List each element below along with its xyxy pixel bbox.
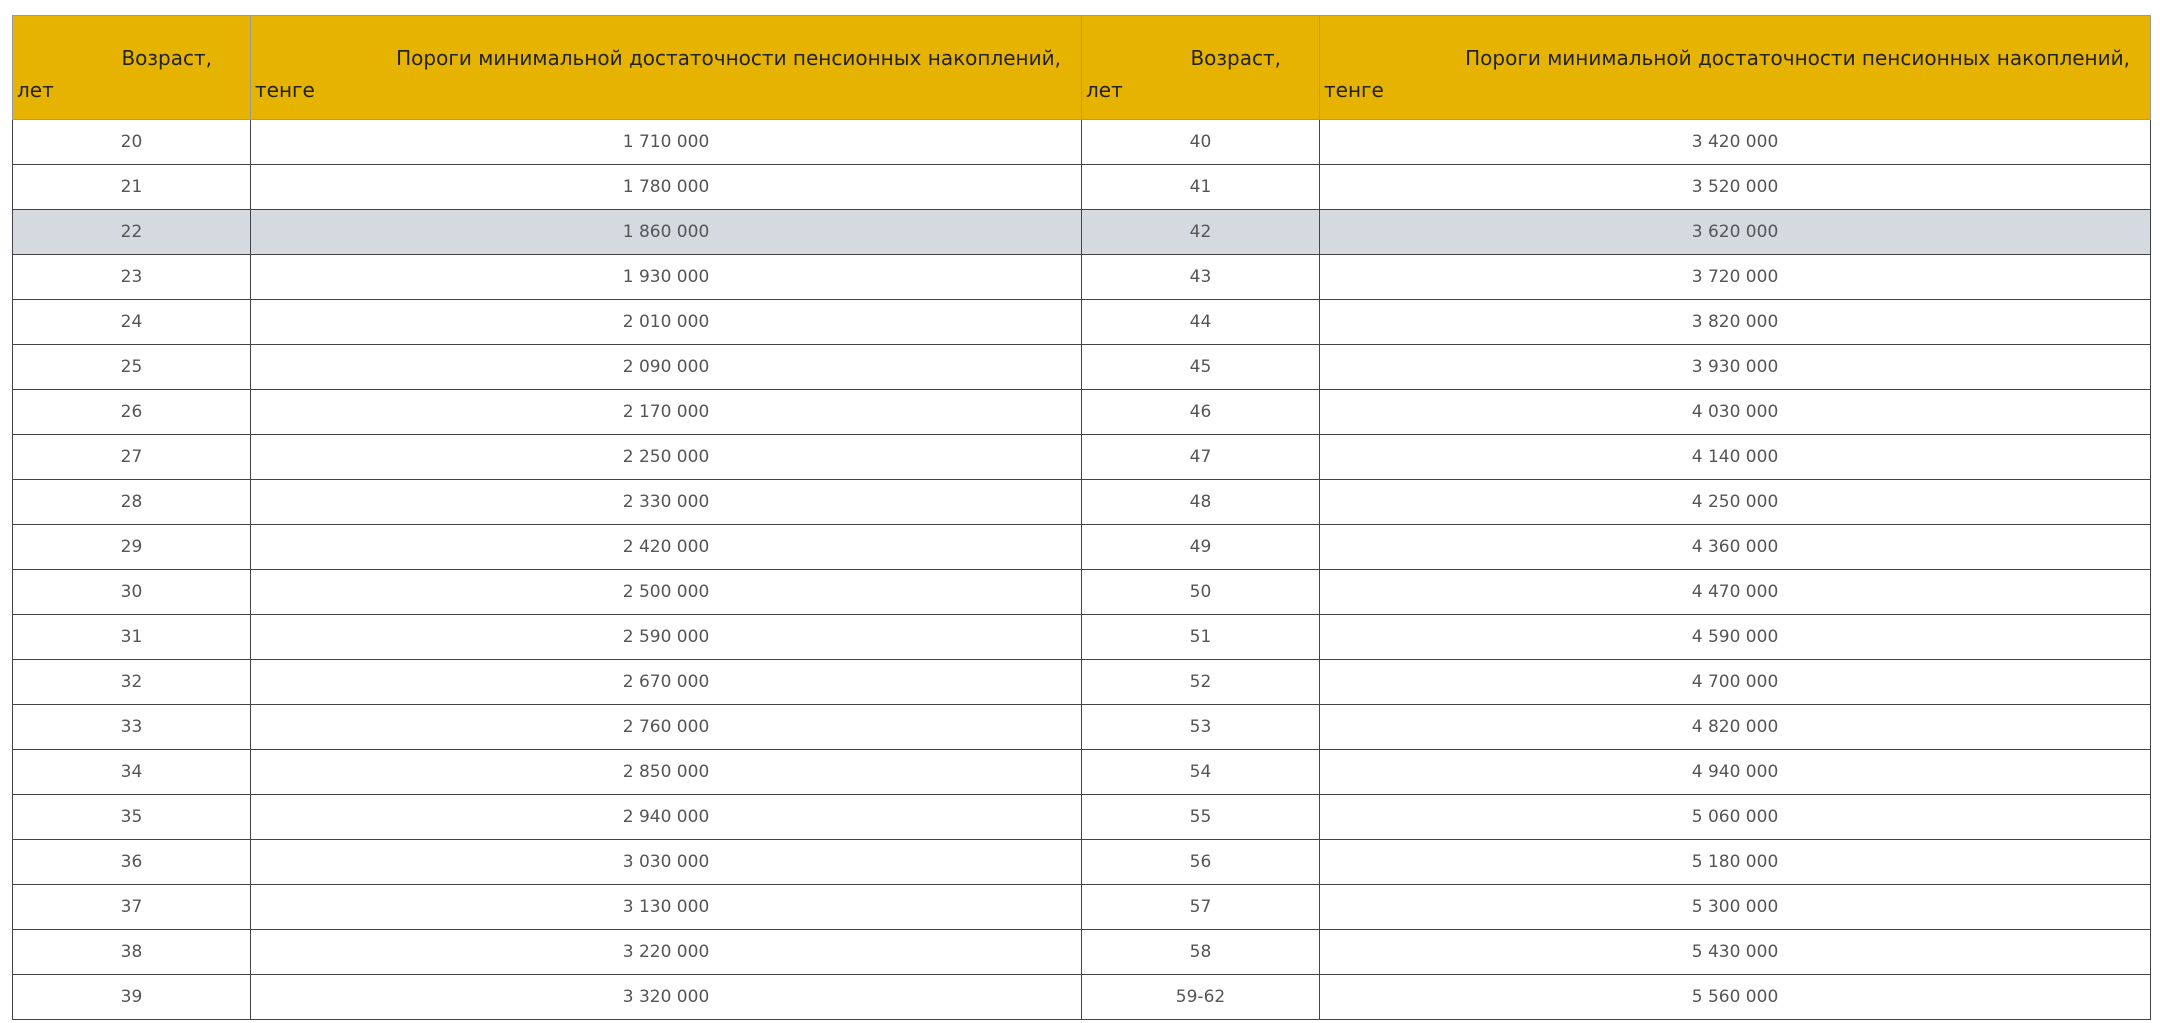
cell-age-left: 37 [13, 885, 251, 930]
table-body [13, 120, 2151, 1020]
table-row [13, 390, 2151, 435]
cell-age-right: 43 [1082, 255, 1320, 300]
table-row [13, 930, 2151, 975]
cell-threshold-right: 5 180 000 [1320, 840, 2151, 885]
cell-threshold-right: 4 250 000 [1320, 480, 2151, 525]
cell-threshold-left: 2 850 000 [251, 750, 1082, 795]
table-row [13, 795, 2151, 840]
cell-age-left: 28 [13, 480, 251, 525]
cell-age-left: 29 [13, 525, 251, 570]
cell-threshold-right: 3 820 000 [1320, 300, 2151, 345]
cell-threshold-right: 3 520 000 [1320, 165, 2151, 210]
cell-threshold-right: 5 300 000 [1320, 885, 2151, 930]
cell-age-right: 58 [1082, 930, 1320, 975]
cell-threshold-right: 5 060 000 [1320, 795, 2151, 840]
table-row [13, 885, 2151, 930]
cell-threshold-left: 3 320 000 [251, 975, 1082, 1020]
cell-threshold-left: 2 010 000 [251, 300, 1082, 345]
cell-age-left: 31 [13, 615, 251, 660]
cell-age-right: 52 [1082, 660, 1320, 705]
cell-age-left: 26 [13, 390, 251, 435]
cell-age-left: 39 [13, 975, 251, 1020]
cell-age-left: 35 [13, 795, 251, 840]
cell-threshold-right: 3 420 000 [1320, 120, 2151, 165]
cell-threshold-right: 5 430 000 [1320, 930, 2151, 975]
cell-threshold-left: 2 670 000 [251, 660, 1082, 705]
cell-age-right: 47 [1082, 435, 1320, 480]
cell-threshold-left: 2 090 000 [251, 345, 1082, 390]
cell-threshold-left: 1 780 000 [251, 165, 1082, 210]
cell-age-right: 53 [1082, 705, 1320, 750]
header-age-left [13, 16, 251, 120]
cell-age-left: 24 [13, 300, 251, 345]
header-age-right [1082, 16, 1320, 120]
cell-threshold-left: 1 930 000 [251, 255, 1082, 300]
cell-age-right: 46 [1082, 390, 1320, 435]
cell-threshold-left: 1 710 000 [251, 120, 1082, 165]
header-row [13, 16, 2151, 120]
cell-threshold-right: 4 030 000 [1320, 390, 2151, 435]
cell-age-left: 33 [13, 705, 251, 750]
cell-age-left: 38 [13, 930, 251, 975]
table-row [13, 570, 2151, 615]
table-row [13, 660, 2151, 705]
cell-age-right: 40 [1082, 120, 1320, 165]
table-row [13, 840, 2151, 885]
table-row [13, 165, 2151, 210]
cell-age-right: 51 [1082, 615, 1320, 660]
table-row [13, 345, 2151, 390]
cell-threshold-right: 4 590 000 [1320, 615, 2151, 660]
header-threshold-right-unit: тенге [1324, 78, 1384, 102]
cell-age-left: 21 [13, 165, 251, 210]
cell-age-right: 56 [1082, 840, 1320, 885]
table-row [13, 300, 2151, 345]
cell-threshold-left: 2 590 000 [251, 615, 1082, 660]
cell-age-left: 30 [13, 570, 251, 615]
header-age-left-label: Возраст, [121, 46, 212, 70]
cell-age-left: 32 [13, 660, 251, 705]
cell-threshold-right: 3 930 000 [1320, 345, 2151, 390]
cell-age-right: 42 [1082, 210, 1320, 255]
cell-age-right: 44 [1082, 300, 1320, 345]
cell-threshold-left: 2 420 000 [251, 525, 1082, 570]
header-age-left-unit: лет [17, 78, 54, 102]
header-threshold-right [1320, 16, 2151, 120]
cell-age-right: 50 [1082, 570, 1320, 615]
table-row [13, 120, 2151, 165]
cell-threshold-left: 2 940 000 [251, 795, 1082, 840]
cell-threshold-right: 4 360 000 [1320, 525, 2151, 570]
table-header [13, 16, 2151, 120]
cell-age-left: 36 [13, 840, 251, 885]
cell-age-left: 25 [13, 345, 251, 390]
cell-threshold-right: 4 940 000 [1320, 750, 2151, 795]
table-row [13, 525, 2151, 570]
cell-age-right: 57 [1082, 885, 1320, 930]
cell-age-right: 48 [1082, 480, 1320, 525]
cell-age-right: 59-62 [1082, 975, 1320, 1020]
cell-threshold-left: 3 030 000 [251, 840, 1082, 885]
cell-age-right: 54 [1082, 750, 1320, 795]
cell-threshold-left: 2 250 000 [251, 435, 1082, 480]
cell-threshold-right: 3 720 000 [1320, 255, 2151, 300]
table-row [13, 750, 2151, 795]
cell-threshold-left: 2 500 000 [251, 570, 1082, 615]
cell-threshold-right: 4 140 000 [1320, 435, 2151, 480]
header-age-right-label: Возраст, [1190, 46, 1281, 70]
cell-age-left: 22 [13, 210, 251, 255]
cell-age-left: 20 [13, 120, 251, 165]
pension-threshold-table [12, 15, 2151, 1020]
pension-threshold-table-container [12, 15, 2150, 1020]
cell-threshold-left: 2 760 000 [251, 705, 1082, 750]
table-row [13, 615, 2151, 660]
cell-age-right: 55 [1082, 795, 1320, 840]
header-threshold-left [251, 16, 1082, 120]
table-row [13, 255, 2151, 300]
header-threshold-right-label: Пороги минимальной достаточности пенсионных накоплений, [1465, 46, 2130, 70]
cell-threshold-right: 4 470 000 [1320, 570, 2151, 615]
cell-threshold-right: 4 700 000 [1320, 660, 2151, 705]
header-age-right-unit: лет [1086, 78, 1123, 102]
cell-age-right: 41 [1082, 165, 1320, 210]
cell-age-left: 23 [13, 255, 251, 300]
table-row [13, 435, 2151, 480]
table-row [13, 480, 2151, 525]
cell-threshold-right: 5 560 000 [1320, 975, 2151, 1020]
table-row [13, 210, 2151, 255]
cell-threshold-left: 3 220 000 [251, 930, 1082, 975]
cell-age-right: 45 [1082, 345, 1320, 390]
header-threshold-left-label: Пороги минимальной достаточности пенсионных накоплений, [396, 46, 1061, 70]
cell-threshold-left: 2 330 000 [251, 480, 1082, 525]
header-threshold-left-unit: тенге [255, 78, 315, 102]
cell-threshold-right: 3 620 000 [1320, 210, 2151, 255]
cell-threshold-left: 2 170 000 [251, 390, 1082, 435]
cell-age-right: 49 [1082, 525, 1320, 570]
cell-threshold-right: 4 820 000 [1320, 705, 2151, 750]
cell-age-left: 27 [13, 435, 251, 480]
table-row [13, 705, 2151, 750]
cell-age-left: 34 [13, 750, 251, 795]
cell-threshold-left: 1 860 000 [251, 210, 1082, 255]
table-row [13, 975, 2151, 1020]
cell-threshold-left: 3 130 000 [251, 885, 1082, 930]
